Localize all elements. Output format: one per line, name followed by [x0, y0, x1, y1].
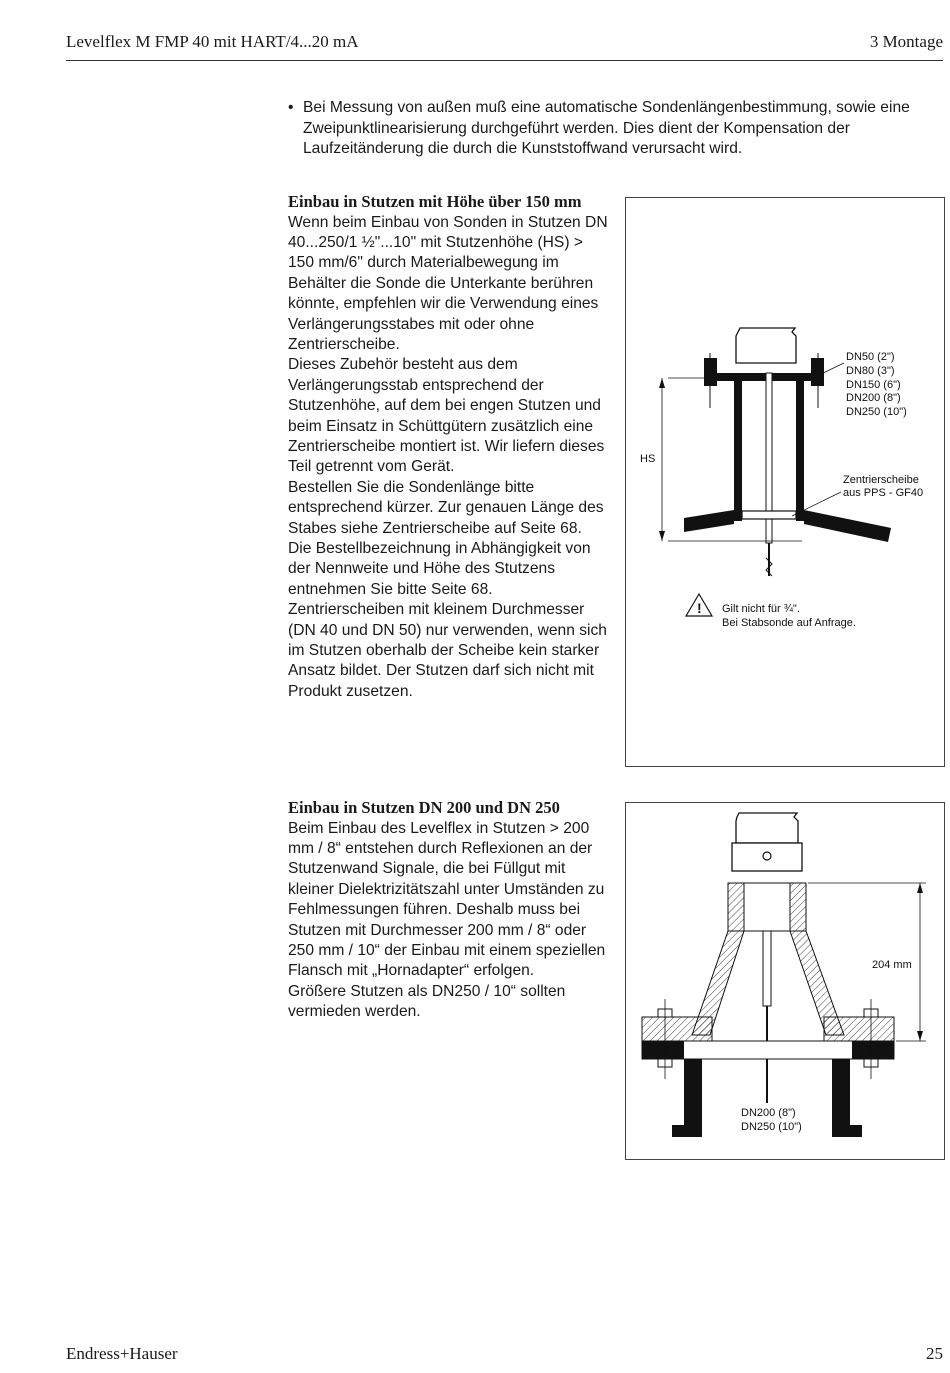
paragraph: Wenn beim Einbau von Sonden in Stutzen DN 40...250/1 ½"...10" mit Stutzenhöhe (HS) > 150 mm/6" durch Materialbewegung im Behälter die Sonde die Unterkante berühren könnte, empfehlen wir die Verwendung eines Verlängerungsstabes mit oder ohne Zentrierscheibe.	[288, 213, 608, 353]
figure-nozzle-extension-drawing	[626, 198, 944, 766]
figure-nozzle-extension	[625, 197, 945, 767]
bullet-item	[288, 98, 948, 160]
paragraph: Dieses Zubehör besteht aus dem Verlängerungsstab entsprechend der Stutzenhöhe, auf dem bei engen Stutzen und beim Einsatz in Schüttgütern zusätzlich eine Zentrierscheibe montiert ist. Wir liefern dieses Teil getrennt vom Gerät.	[288, 356, 605, 476]
figure-horn-adapter-drawing	[626, 803, 944, 1159]
warning-note: Gilt nicht für ¾".	[722, 603, 800, 615]
dimension-label: 204 mm	[872, 959, 912, 971]
hs-dimension-label: HS	[640, 453, 656, 465]
dn-size-label: DN200 (8")	[741, 1107, 796, 1119]
paragraph: Bestellen Sie die Sondenlänge bitte entsprechend kürzer. Zur genauen Länge des Stabes siehe Zentrierscheibe auf Seite 68.	[288, 478, 604, 537]
dn-size-label: DN250 (10")	[846, 406, 907, 418]
paragraph: Größere Stutzen als DN250 / 10“ sollten vermieden werden.	[288, 982, 566, 1021]
section-nozzle-dn200	[288, 798, 610, 1023]
running-header-title: Levelflex M FMP 40 mit HART/4...20 mA	[66, 32, 359, 51]
section-heading: Einbau in Stutzen DN 200 und DN 250	[288, 798, 560, 817]
dn-size-label: DN250 (10")	[741, 1121, 802, 1133]
disc-label: Zentrierscheibe	[843, 474, 919, 486]
page-number: 25	[926, 1344, 943, 1363]
paragraph: Beim Einbau des Levelflex in Stutzen > 200 mm / 8“ entstehen durch Reflexionen an der Stutzenwand Signale, die bei Füllgut mit kleiner Dielektrizitätszahl unter Umständen zu Fehlmessungen führen. Deshalb muss bei Stutzen mit Durchmesser 200 mm / 8“ oder 250 mm / 10“ der Einbau mit einem speziellen Flansch mit „Hornadapter“ erfolgen.	[288, 819, 606, 980]
dn-size-label: DN80 (3")	[846, 365, 895, 377]
warning-note: Bei Stabsonde auf Anfrage.	[722, 617, 856, 629]
figure-horn-adapter	[625, 802, 945, 1160]
footer-brand: Endress+Hauser	[66, 1344, 178, 1363]
header-rule	[66, 60, 943, 61]
bullet-dot-icon: •	[288, 99, 294, 116]
disc-label: aus PPS - GF40	[843, 487, 924, 499]
dn-size-label: DN150 (6")	[846, 379, 901, 391]
dn-size-label: DN50 (2")	[846, 351, 895, 363]
dn-size-label: DN200 (8")	[846, 392, 901, 404]
paragraph: Zentrierscheiben mit kleinem Durchmesser (DN 40 und DN 50) nur verwenden, wenn sich im Stutzen oberhalb der Scheibe kein starker Ansatz bildet. Der Stutzen darf sich nicht mit Produkt zusetzen.	[288, 601, 607, 700]
section-nozzle-height	[288, 192, 610, 702]
bullet-text: Bei Messung von außen muß eine automatische Sondenlängenbestimmung, sowie eine Zweipunktlinearisierung durchgeführt werden. Dies dient der Kompensation der Laufzeitänderung die durch die Kunststoffwand verursacht wird.	[303, 99, 910, 157]
svg-text:!: !	[697, 600, 702, 616]
paragraph: Die Bestellbezeichnung in Abhängigkeit von der Nennweite und Höhe des Stutzens entnehmen Sie bitte Seite 68.	[288, 540, 591, 598]
section-heading: Einbau in Stutzen mit Höhe über 150 mm	[288, 192, 582, 211]
running-header-chapter: 3 Montage	[869, 32, 943, 51]
